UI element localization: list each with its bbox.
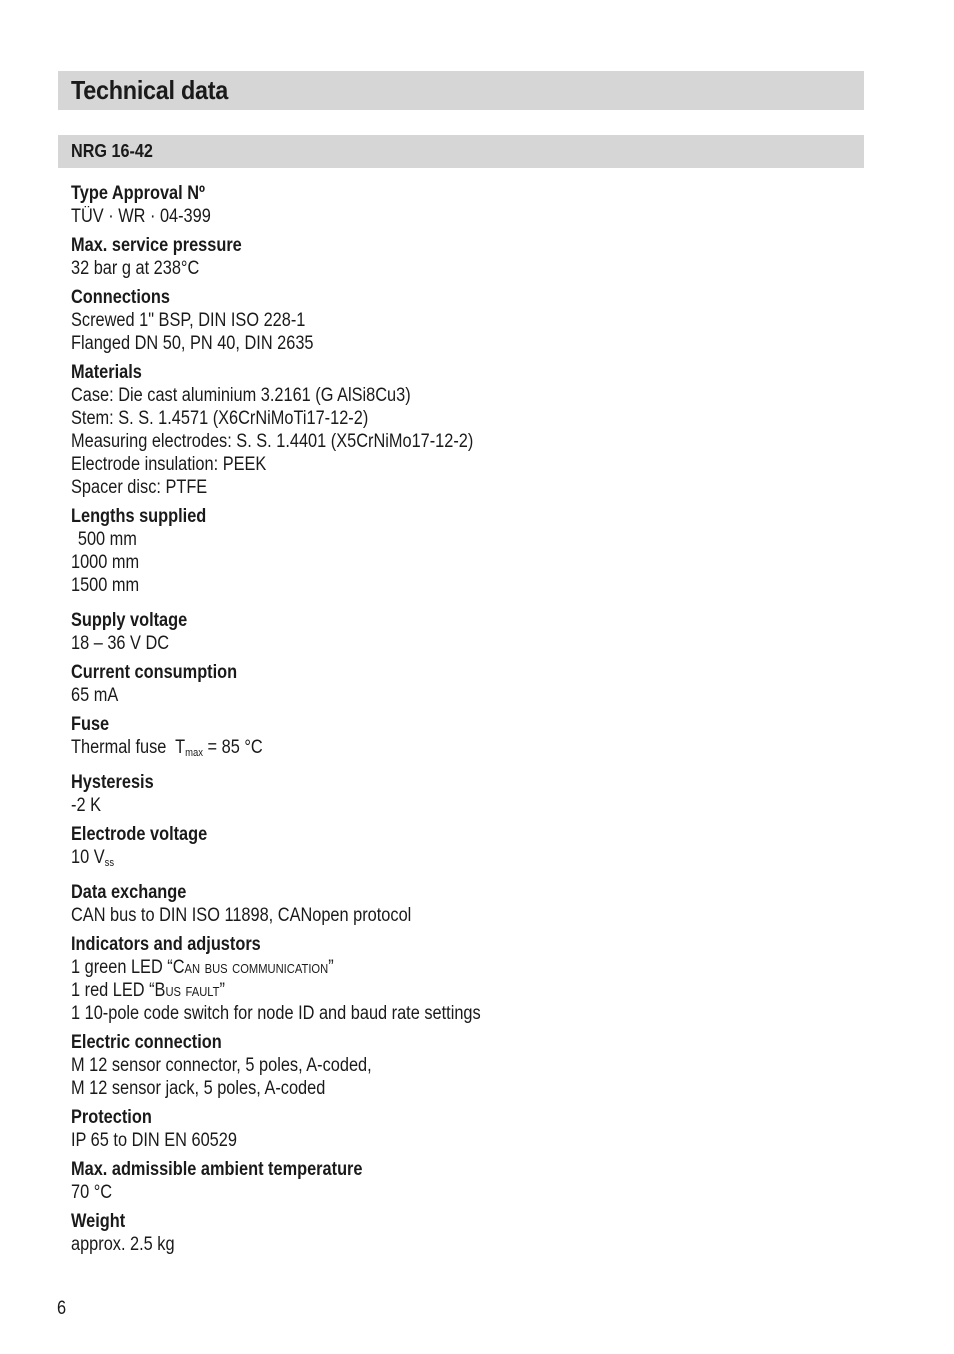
spec-value <box>71 846 750 875</box>
spec-label: Fuse <box>71 714 110 735</box>
page-title: Technical data <box>71 75 229 105</box>
spec-value: 70 °C <box>71 1182 113 1203</box>
spec-value: Stem: S. S. 1.4571 (X6CrNiMoTi17-12-2) <box>71 408 369 429</box>
spec-label: Lengths supplied <box>71 506 207 527</box>
spec-value: M 12 sensor connector, 5 poles, A-coded, <box>71 1055 372 1076</box>
spec-value: 1500 mm <box>71 575 140 596</box>
spec-connections <box>71 286 861 355</box>
spec-max-pressure <box>71 234 861 280</box>
indicator-green-prefix: 1 green LED “ <box>71 957 173 978</box>
spec-label: Electric connection <box>71 1032 222 1053</box>
fuse-prefix: Thermal fuse T <box>71 737 186 758</box>
spec-value: Electrode insulation: PEEK <box>71 454 267 475</box>
spec-value: Spacer disc: PTFE <box>71 477 208 498</box>
spec-value: Measuring electrodes: S. S. 1.4401 (X5CrNiMo17-12-2) <box>71 431 474 452</box>
indicator-red-prefix: 1 red LED “ <box>71 980 155 1001</box>
spec-type-approval <box>71 182 861 228</box>
spec-fuse <box>71 713 861 765</box>
fuse-suffix: = 85 °C <box>202 737 263 758</box>
indicator-green-suffix: ” <box>328 957 334 978</box>
spec-value: 1 10-pole code switch for node ID and baud rate settings <box>71 1003 481 1024</box>
voltage-subscript: ss <box>104 857 115 869</box>
spec-value <box>71 956 750 979</box>
spec-electric-connection <box>71 1031 861 1100</box>
spec-label: Weight <box>71 1211 126 1232</box>
indicator-red-suffix: ” <box>219 980 225 1001</box>
spec-value: 32 bar g at 238°C <box>71 258 200 279</box>
spec-value: Screwed 1" BSP, DIN ISO 228-1 <box>71 310 306 331</box>
spec-value: IP 65 to DIN EN 60529 <box>71 1130 237 1151</box>
spec-label: Max. service pressure <box>71 235 242 256</box>
spec-materials <box>71 361 861 499</box>
spec-value: approx. 2.5 kg <box>71 1234 175 1255</box>
model-label: NRG 16-42 <box>71 141 153 161</box>
spec-weight <box>71 1210 861 1256</box>
spec-value: 18 – 36 V DC <box>71 633 170 654</box>
model-bar <box>58 135 864 168</box>
spec-label: Hysteresis <box>71 772 154 793</box>
spec-current-consumption <box>71 661 861 707</box>
spec-indicators <box>71 933 861 1025</box>
spec-value: -2 K <box>71 795 101 816</box>
spec-ambient-temperature <box>71 1158 861 1204</box>
spec-label: Current consumption <box>71 662 238 683</box>
spec-label: Supply voltage <box>71 610 188 631</box>
spec-list <box>71 182 861 1262</box>
spec-value: 65 mA <box>71 685 119 706</box>
spec-value: M 12 sensor jack, 5 poles, A-coded <box>71 1078 326 1099</box>
spec-supply-voltage <box>71 609 861 655</box>
spec-protection <box>71 1106 861 1152</box>
spec-label: Protection <box>71 1107 152 1128</box>
spec-label: Indicators and adjustors <box>71 934 261 955</box>
indicator-red-caps: Bus fault <box>154 980 220 1001</box>
spec-electrode-voltage <box>71 823 861 875</box>
spec-label: Materials <box>71 362 142 383</box>
spec-label: Data exchange <box>71 882 187 903</box>
spec-lengths <box>71 505 861 597</box>
fuse-subscript: max <box>185 747 203 759</box>
spec-hysteresis <box>71 771 861 817</box>
spec-value: TÜV · WR · 04-399 <box>71 206 211 227</box>
spec-data-exchange <box>71 881 861 927</box>
spec-value <box>71 736 750 765</box>
indicator-green-caps: Can bus communication <box>172 957 329 978</box>
spec-value: 1000 mm <box>71 552 140 573</box>
page-number: 6 <box>57 1298 67 1319</box>
spec-value <box>71 979 750 1002</box>
page-title-bar <box>58 71 864 110</box>
spec-value: Flanged DN 50, PN 40, DIN 2635 <box>71 333 314 354</box>
spec-label: Electrode voltage <box>71 824 208 845</box>
spec-label: Max. admissible ambient temperature <box>71 1159 363 1180</box>
spec-value: 500 mm <box>77 529 137 550</box>
spec-label: Type Approval Nº <box>71 183 205 204</box>
spec-value: CAN bus to DIN ISO 11898, CANopen protocol <box>71 905 412 926</box>
voltage-prefix: 10 V <box>71 847 105 868</box>
spec-value: Case: Die cast aluminium 3.2161 (G AlSi8Cu3) <box>71 385 411 406</box>
spec-label: Connections <box>71 287 170 308</box>
